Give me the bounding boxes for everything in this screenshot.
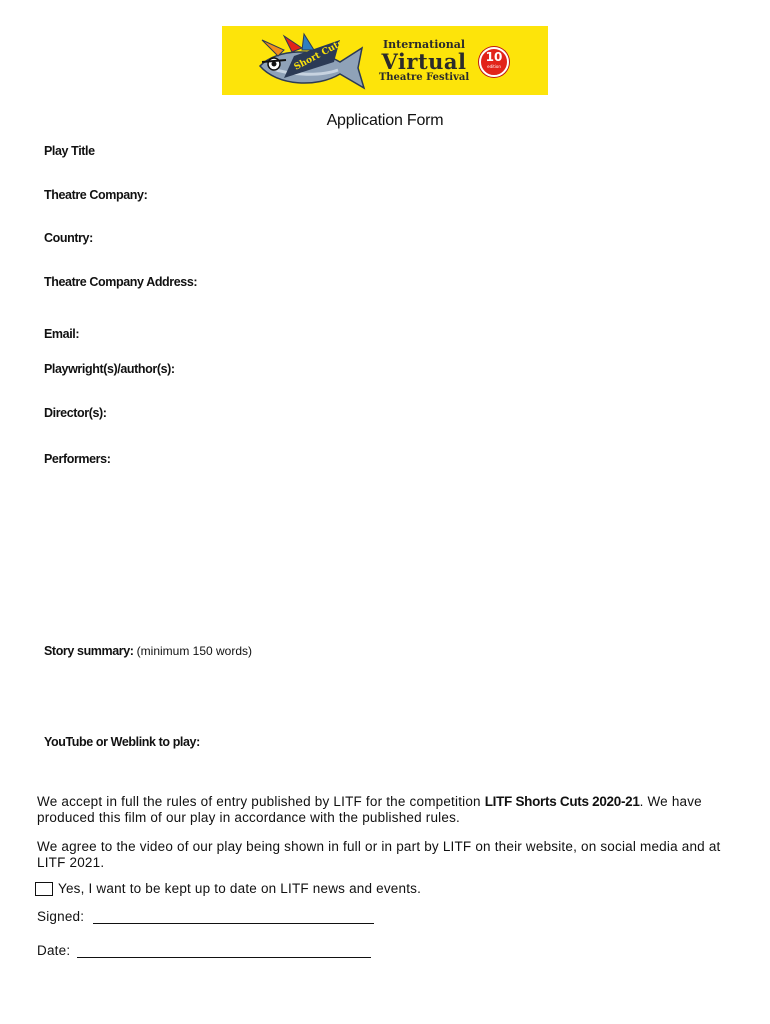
email-label: Email: [44,327,80,341]
logo-line-1: International [382,38,466,51]
story-summary-hint: (minimum 150 words) [136,644,253,658]
playwrights-label: Playwright(s)/author(s): [44,362,175,376]
address-label: Theatre Company Address: [44,275,198,289]
form-title: Application Form [326,112,444,129]
competition-name: LITF Shorts Cuts 2020-21 [484,794,640,809]
youtube-link-label: YouTube or Weblink to play: [44,735,200,749]
logo-line-2: Virtual [381,49,467,74]
newsletter-opt-in [35,881,421,896]
tenth-edition-badge [479,47,509,77]
theatre-company-label: Theatre Company: [44,188,148,202]
newsletter-checkbox[interactable] [35,882,53,896]
logo-line-3: Theatre Festival [378,72,470,83]
story-summary-label [44,644,252,658]
rules-text-start: We accept in full the rules of entry published by LITF for the competition [37,794,485,809]
signature-line[interactable] [93,923,374,924]
video-consent-paragraph: We agree to the video of our play being shown in full or in part by LITF on their website, on social media and at LITF 2021. [37,839,721,870]
svg-text:Short Cuts: Short Cuts [292,38,346,73]
story-summary-label-text: Story summary: [44,644,134,658]
logo-wordmark [374,38,474,84]
rules-acceptance-paragraph [37,794,727,826]
play-title-label: Play Title [44,144,95,158]
newsletter-checkbox-label: Yes, I want to be kept up to date on LITF news and events. [58,881,422,896]
directors-label: Director(s): [44,406,107,420]
performers-label: Performers: [44,452,111,466]
badge-number: 10 [485,50,503,64]
signed-label: Signed: [37,909,85,924]
festival-logo-banner [222,26,548,95]
country-label: Country: [44,231,93,245]
rules-text-end: . We have produced this film of our play in accordance with the published rules. [37,794,702,825]
date-label: Date: [37,943,71,958]
date-line[interactable] [77,957,371,958]
badge-text: edition [487,64,501,69]
